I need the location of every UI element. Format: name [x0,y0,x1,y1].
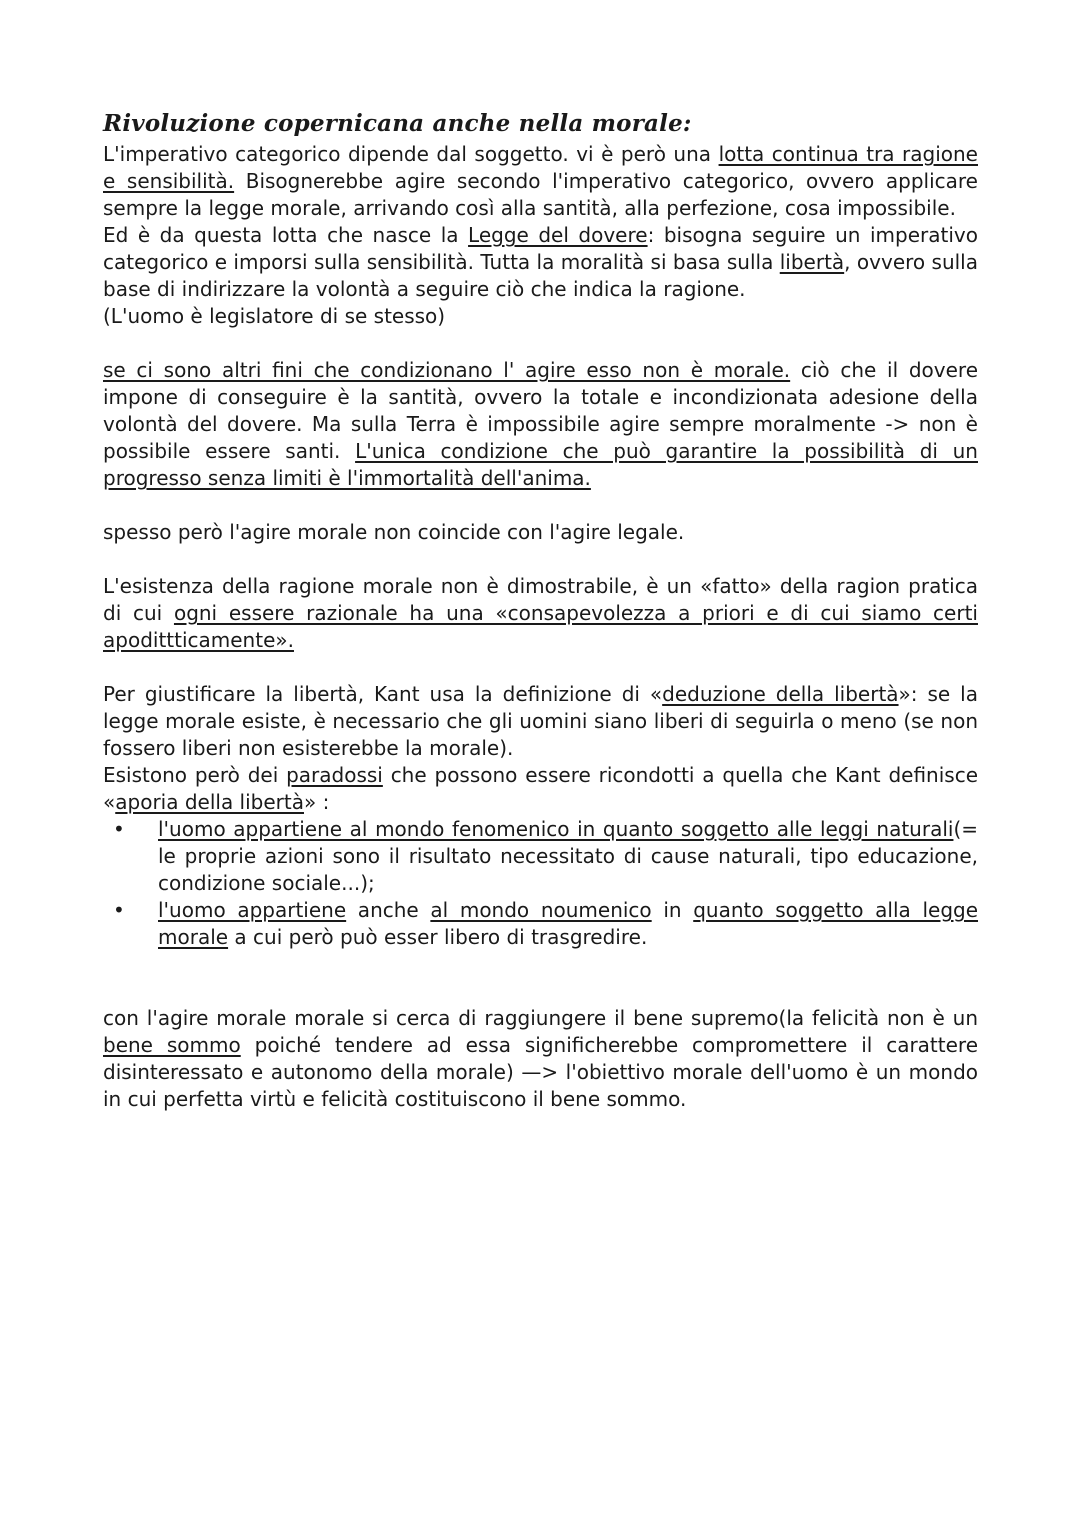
bullet-icon: • [113,898,125,922]
underlined-text: aporia della libertà [115,790,304,814]
paragraph-2: Ed è da questa lotta che nasce la Legge del dovere: bisogna seguire un imperativo categorico e imporsi sulla sensibilità. Tutta la moralità si basa sulla libertà, ovvero sulla base di indirizzare la volontà a seguire ciò che indica la ragione. [103,223,978,301]
underlined-text: libertà [779,250,845,274]
paragraph-5: spesso però l'agire morale non coincide con l'agire legale. [103,520,685,544]
paragraph-1: L'imperativo categorico dipende dal soggetto. vi è però una lotta continua tra ragione e sensibilità. Bisognerebbe agire secondo l'imperativo categorico, ovvero applicare sempre la legge morale, arrivando così alla santità, alla perfezione, cosa impossibile. [103,142,978,220]
underlined-text: l'uomo appartiene al mondo fenomenico in quanto soggetto alle leggi naturali [158,817,954,841]
underlined-text: quanto soggetto alla legge morale [158,898,979,949]
underlined-text: Legge del dovere [468,223,648,247]
page-title: Rivoluzione copernicana anche nella morale: [103,110,692,137]
spacer [103,951,978,978]
paragraph-3: (L'uomo è legislatore di se stesso) [103,304,446,328]
list-item: • l'uomo appartiene anche al mondo noumenico in quanto soggetto alla legge morale a cui però può esser libero di trasgredire. [113,898,979,949]
paragraph-9: con l'agire morale morale si cerca di raggiungere il bene supremo(la felicità non è un bene sommo poiché tendere ad essa significherebbe compromettere il carattere disinteressato e autonomo della morale) —> l'obiettivo morale dell'uomo è un mondo in cui perfetta virtù e felicità costituiscono il bene sommo. [103,1006,979,1111]
paragraph-6: L'esistenza della ragione morale non è dimostrabile, è un «fatto» della ragion pratica di cui ogni essere razionale ha una «consapevolezza a priori e di cui siamo certi apodittticamente». [103,574,978,652]
spacer [103,492,978,519]
underlined-text: l'uomo appartiene [158,898,347,922]
underlined-text: deduzione della libertà [662,682,899,706]
bullet-list [103,816,978,951]
underlined-text: al mondo noumenico [430,898,652,922]
paragraph-8: Esistono però dei paradossi che possono essere ricondotti a quella che Kant definisce «aporia della libertà» : [103,763,978,814]
spacer [103,330,978,357]
spacer [103,654,978,681]
underlined-text: bene sommo [103,1033,241,1057]
underlined-text: ogni essere razionale ha una «consapevolezza a priori e di cui siamo certi apodittticamente». [103,601,978,652]
spacer [103,546,978,573]
bullet-icon: • [113,817,125,841]
list-item: • l'uomo appartiene al mondo fenomenico in quanto soggetto alle leggi naturali(= le proprie azioni sono il risultato necessitato di cause naturali, tipo educazione, condizione sociale...); [113,817,978,895]
underlined-text: L'unica condizione che può garantire la possibilità di un progresso senza limiti è l'immortalità dell'anima. [103,439,978,490]
paragraph-7: Per giustificare la libertà, Kant usa la definizione di «deduzione della libertà»: se la legge morale esiste, è necessario che gli uomini siano liberi di seguirla o meno (se non fossero liberi non esisterebbe la morale). [103,682,978,760]
paragraph-4: se ci sono altri fini che condizionano l' agire esso non è morale. ciò che il dovere impone di conseguire è la santità, ovvero la totale e incondizionata adesione della volontà del dovere. Ma sulla Terra è impossibile agire sempre moralmente -> non è possibile essere santi. L'unica condizione che può garantire la possibilità di un progresso senza limiti è l'immortalità dell'anima. [103,358,979,490]
underlined-text: paradossi [286,763,383,787]
spacer [103,978,978,1005]
underlined-text: se ci sono altri fini che condizionano l' agire esso non è morale. [103,358,791,382]
underlined-text: lotta continua tra ragione e sensibilità. [103,142,978,193]
